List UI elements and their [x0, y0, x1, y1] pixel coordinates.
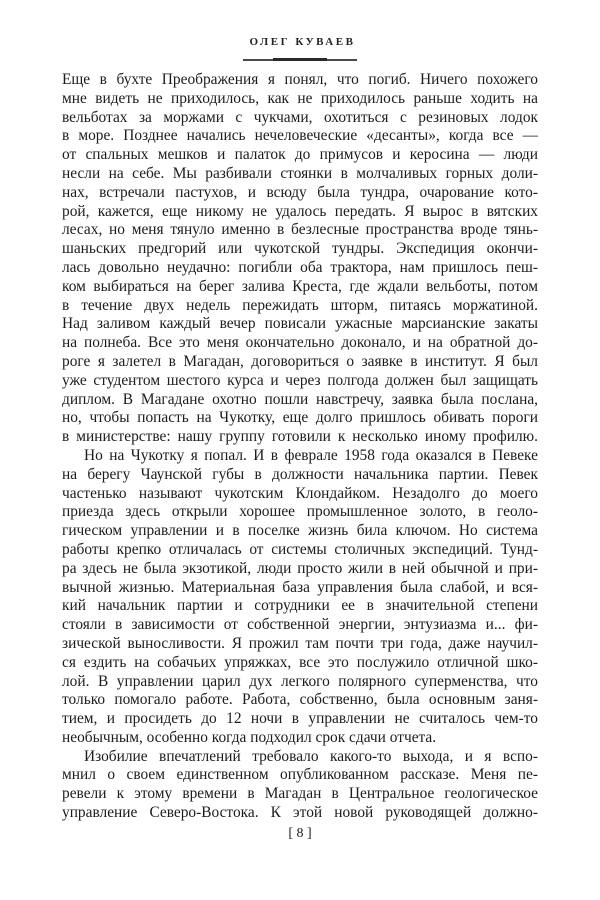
text-line: тием, и просидеть до 12 ночи в управлении не считалось чем-то: [62, 710, 538, 728]
text-line: рой, кажется, еще никому не удалось передать. Я вырос в вятских: [62, 202, 538, 220]
text-line: лой. В управлении царил дух легкого полярного суперменства, что: [62, 672, 538, 690]
page-number: [ 8 ]: [288, 826, 312, 841]
text-line: зической выносливости. Я прожил там почти три года, даже научил-: [62, 634, 538, 652]
text-line: шаньских предгорий или чукотской тундры. Экспедиция окончи-: [62, 240, 538, 258]
text-line: приезда здесь открыли хорошее промышленное золото, в геоло-: [62, 503, 538, 521]
text-line: уже студентом шестого курса и через полгода должен был защищать: [62, 371, 538, 389]
text-line: вельботах за моржами с чукчами, охотиться с резиновых лодок: [62, 108, 538, 126]
text-line: гическом управлении и в поселке жизнь била ключом. Но система: [62, 522, 538, 540]
header-rule: [243, 59, 357, 61]
text-line: частенько называют чукотским Клондайком. Незадолго до моего: [62, 484, 538, 502]
text-line: от спальных мешков и палаток до примусов и керосина — люди: [62, 146, 538, 164]
text-line: Еще в бухте Преображения я понял, что погиб. Ничего похожего: [62, 71, 538, 88]
text-line: стояли в зависимости от собственной энергии, энтузиазма и... фи-: [62, 616, 538, 634]
text-line: Над заливом каждый вечер повисали ужасные марсианские закаты: [62, 315, 538, 333]
text-line: работы крепко отличалась от системы столичных экспедиций. Тунд-: [62, 540, 538, 558]
text-line: роге я залетел в Магадан, договориться о заявке в институт. Я был: [62, 352, 538, 370]
text-line: ком выбираться на берег залива Креста, где ждали вельботы, потом: [62, 277, 538, 295]
text-line: диплом. В Магадане охотно пошли навстречу, заявка была послана,: [62, 390, 538, 408]
text-line: в течение двух недель пережидать шторм, питаясь моржатиной.: [62, 296, 538, 314]
text-line: мне видеть не приходилось, как не приходилось раньше ходить на: [62, 89, 538, 107]
text-line: Но на Чукотку я попал. И в феврале 1958 года оказался в Певеке: [84, 446, 538, 464]
text-line: Изобилие впечатлений требовало какого-то выхода, и я вспо-: [84, 747, 538, 765]
text-line: только помогало работе. Работа, собственно, была основным заня-: [62, 691, 538, 709]
text-line: вычной жизнью. Материальная база управления была слабой, и вся-: [62, 578, 538, 596]
text-line: ревели к этому времени в Магадан в Центральное геологическое: [62, 785, 538, 803]
text-line: ра здесь не была экзотикой, люди просто жили в ней обычной и при-: [62, 559, 538, 577]
text-line: в море. Позднее начались нечеловеческие «десанты», когда все —: [62, 127, 538, 145]
text-line: но, чтобы попасть на Чукотку, еще долго пришлось обивать пороги: [62, 409, 538, 427]
text-line: управление Северо-Востока. К этой новой руководящей должно-: [62, 804, 538, 822]
text-line: в министерстве: нашу группу готовили к несколько иному профилю.: [62, 428, 538, 446]
text-line: кий начальник партии и сотрудники ее в значительной степени: [62, 597, 538, 615]
running-head-author: ОЛЕГ КУВАЕВ: [249, 36, 356, 48]
text-line: ся ездить на собачьих упряжках, все это послужило отличной шко-: [62, 653, 538, 671]
text-line: на берегу Чаунской губы в должности начальника партии. Певек: [62, 465, 538, 483]
text-line: на полнеба. Все это меня окончательно доконало, и на обратной до-: [62, 334, 538, 352]
text-line: несли на себе. Мы разбивали стоянки в молчаливых горных доли-: [62, 164, 538, 182]
text-line: лась довольно неудачно: погибли оба трактора, нам пришлось пеш-: [62, 258, 538, 276]
text-line: необычным, особенно когда подходил срок сдачи отчета.: [62, 728, 437, 746]
text-line: нах, встречали пастухов, и всюду была тундра, очарование кото-: [62, 183, 538, 201]
text-line: мнил о своем единственном опубликованном рассказе. Меня пе-: [62, 766, 538, 784]
text-line: лесах, но меня тянуло именно в безлесные пространства вроде тянь-: [62, 221, 538, 239]
body-text: [62, 71, 538, 823]
